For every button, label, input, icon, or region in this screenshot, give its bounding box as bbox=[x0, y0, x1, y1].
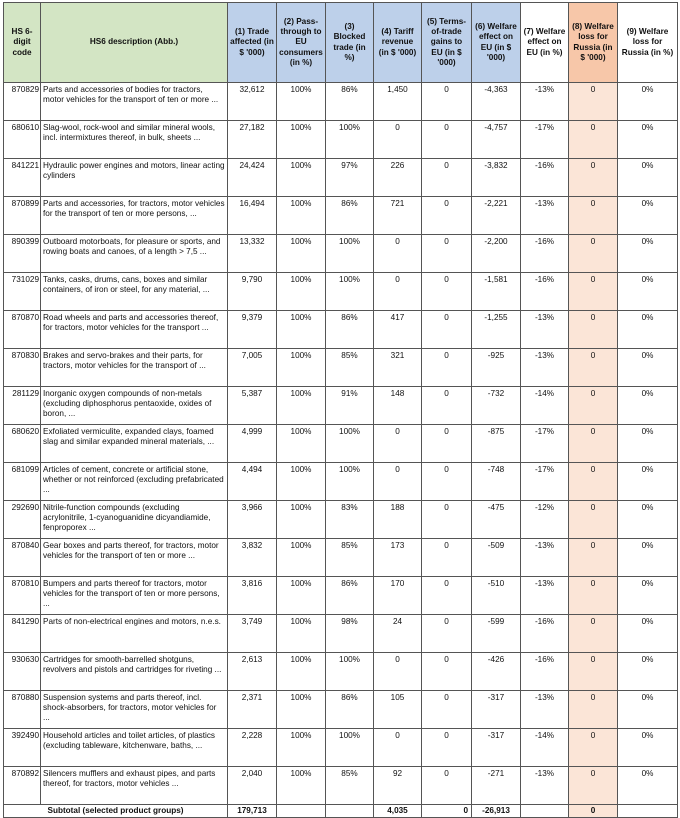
subtotal-label: Subtotal (selected product groups) bbox=[4, 805, 228, 818]
cell-hs-code: 731029 bbox=[4, 273, 41, 311]
table-row bbox=[4, 273, 678, 311]
cell-welfare-russia-usd: 0 bbox=[569, 159, 618, 197]
cell-welfare-eu-pct: -12% bbox=[521, 501, 569, 539]
cell-terms-of-trade: 0 bbox=[422, 539, 472, 577]
table-row bbox=[4, 121, 678, 159]
cell-terms-of-trade: 0 bbox=[422, 387, 472, 425]
header-blocked-trade: (3) Blocked trade (in %) bbox=[326, 3, 374, 83]
cell-welfare-russia-pct: 0% bbox=[618, 121, 678, 159]
cell-hs-code: 680610 bbox=[4, 121, 41, 159]
table-row bbox=[4, 729, 678, 767]
cell-pass-through: 100% bbox=[277, 273, 326, 311]
header-pass-through: (2) Pass-through to EU consumers (in %) bbox=[277, 3, 326, 83]
cell-blocked-trade: 86% bbox=[326, 197, 374, 235]
subtotal-trade: 179,713 bbox=[228, 805, 277, 818]
cell-welfare-eu-pct: -16% bbox=[521, 273, 569, 311]
cell-welfare-russia-usd: 0 bbox=[569, 425, 618, 463]
cell-welfare-eu-usd: -2,200 bbox=[472, 235, 521, 273]
cell-welfare-russia-pct: 0% bbox=[618, 273, 678, 311]
table-row bbox=[4, 615, 678, 653]
header-tariff-revenue: (4) Tariff revenue (in $ '000) bbox=[374, 3, 422, 83]
cell-welfare-eu-pct: -16% bbox=[521, 615, 569, 653]
cell-welfare-eu-usd: -271 bbox=[472, 767, 521, 805]
cell-blocked-trade: 100% bbox=[326, 463, 374, 501]
cell-terms-of-trade: 0 bbox=[422, 83, 472, 121]
cell-welfare-russia-pct: 0% bbox=[618, 577, 678, 615]
cell-welfare-russia-usd: 0 bbox=[569, 729, 618, 767]
cell-welfare-russia-pct: 0% bbox=[618, 349, 678, 387]
cell-pass-through: 100% bbox=[277, 197, 326, 235]
cell-tariff-revenue: 173 bbox=[374, 539, 422, 577]
cell-tariff-revenue: 0 bbox=[374, 235, 422, 273]
cell-tariff-revenue: 24 bbox=[374, 615, 422, 653]
table-row bbox=[4, 691, 678, 729]
table-row bbox=[4, 653, 678, 691]
cell-hs-code: 870880 bbox=[4, 691, 41, 729]
cell-description: Parts and accessories, for tractors, motor vehicles for the transport of ten or more persons, ... bbox=[41, 197, 228, 235]
header-terms-of-trade: (5) Terms-of-trade gains to EU (in $ '000) bbox=[422, 3, 472, 83]
cell-trade-affected: 7,005 bbox=[228, 349, 277, 387]
table-body bbox=[4, 83, 678, 805]
cell-description: Nitrile-function compounds (excluding acrylonitrile, 1-cyanoguanidine dicyandiamide, fenproporex ... bbox=[41, 501, 228, 539]
header-welfare-russia-pct: (9) Welfare loss for Russia (in %) bbox=[618, 3, 678, 83]
cell-welfare-eu-usd: -4,757 bbox=[472, 121, 521, 159]
cell-welfare-russia-pct: 0% bbox=[618, 463, 678, 501]
cell-hs-code: 870892 bbox=[4, 767, 41, 805]
cell-welfare-eu-usd: -4,363 bbox=[472, 83, 521, 121]
cell-pass-through: 100% bbox=[277, 691, 326, 729]
cell-hs-code: 870829 bbox=[4, 83, 41, 121]
cell-welfare-russia-pct: 0% bbox=[618, 767, 678, 805]
cell-terms-of-trade: 0 bbox=[422, 349, 472, 387]
cell-welfare-eu-pct: -13% bbox=[521, 311, 569, 349]
cell-welfare-eu-usd: -925 bbox=[472, 349, 521, 387]
cell-trade-affected: 3,966 bbox=[228, 501, 277, 539]
cell-welfare-eu-usd: -426 bbox=[472, 653, 521, 691]
cell-tariff-revenue: 321 bbox=[374, 349, 422, 387]
cell-description: Bumpers and parts thereof for tractors, motor vehicles for the transport of ten or more persons, ... bbox=[41, 577, 228, 615]
cell-trade-affected: 2,228 bbox=[228, 729, 277, 767]
cell-blocked-trade: 86% bbox=[326, 691, 374, 729]
cell-trade-affected: 24,424 bbox=[228, 159, 277, 197]
cell-trade-affected: 2,371 bbox=[228, 691, 277, 729]
cell-terms-of-trade: 0 bbox=[422, 463, 472, 501]
cell-hs-code: 680620 bbox=[4, 425, 41, 463]
cell-welfare-russia-pct: 0% bbox=[618, 615, 678, 653]
table-row bbox=[4, 387, 678, 425]
cell-description: Household articles and toilet articles, of plastics (excluding tableware, kitchenware, baths, ... bbox=[41, 729, 228, 767]
cell-hs-code: 281129 bbox=[4, 387, 41, 425]
cell-blocked-trade: 91% bbox=[326, 387, 374, 425]
cell-pass-through: 100% bbox=[277, 349, 326, 387]
cell-description: Parts of non-electrical engines and motors, n.e.s. bbox=[41, 615, 228, 653]
cell-welfare-russia-usd: 0 bbox=[569, 501, 618, 539]
cell-welfare-russia-usd: 0 bbox=[569, 615, 618, 653]
table-row bbox=[4, 501, 678, 539]
cell-tariff-revenue: 188 bbox=[374, 501, 422, 539]
cell-pass-through: 100% bbox=[277, 425, 326, 463]
cell-hs-code: 870830 bbox=[4, 349, 41, 387]
cell-hs-code: 392490 bbox=[4, 729, 41, 767]
cell-welfare-russia-pct: 0% bbox=[618, 729, 678, 767]
cell-trade-affected: 4,999 bbox=[228, 425, 277, 463]
cell-tariff-revenue: 417 bbox=[374, 311, 422, 349]
cell-welfare-eu-pct: -13% bbox=[521, 83, 569, 121]
cell-trade-affected: 3,749 bbox=[228, 615, 277, 653]
cell-welfare-eu-usd: -2,221 bbox=[472, 197, 521, 235]
cell-welfare-russia-usd: 0 bbox=[569, 463, 618, 501]
cell-trade-affected: 32,612 bbox=[228, 83, 277, 121]
cell-trade-affected: 5,387 bbox=[228, 387, 277, 425]
cell-tariff-revenue: 170 bbox=[374, 577, 422, 615]
cell-welfare-russia-usd: 0 bbox=[569, 273, 618, 311]
cell-trade-affected: 4,494 bbox=[228, 463, 277, 501]
cell-blocked-trade: 100% bbox=[326, 653, 374, 691]
cell-trade-affected: 3,832 bbox=[228, 539, 277, 577]
cell-welfare-eu-pct: -16% bbox=[521, 159, 569, 197]
cell-welfare-eu-pct: -13% bbox=[521, 577, 569, 615]
cell-welfare-eu-pct: -14% bbox=[521, 387, 569, 425]
cell-pass-through: 100% bbox=[277, 311, 326, 349]
cell-welfare-eu-usd: -732 bbox=[472, 387, 521, 425]
cell-blocked-trade: 85% bbox=[326, 767, 374, 805]
table-container bbox=[3, 2, 678, 818]
cell-terms-of-trade: 0 bbox=[422, 121, 472, 159]
cell-hs-code: 930630 bbox=[4, 653, 41, 691]
cell-welfare-russia-usd: 0 bbox=[569, 235, 618, 273]
cell-pass-through: 100% bbox=[277, 615, 326, 653]
cell-description: Road wheels and parts and accessories thereof, for tractors, motor vehicles for the transport ... bbox=[41, 311, 228, 349]
subtotal-tot: 0 bbox=[422, 805, 472, 818]
cell-terms-of-trade: 0 bbox=[422, 159, 472, 197]
cell-welfare-russia-usd: 0 bbox=[569, 539, 618, 577]
cell-welfare-eu-pct: -13% bbox=[521, 539, 569, 577]
cell-welfare-russia-usd: 0 bbox=[569, 121, 618, 159]
cell-welfare-eu-pct: -13% bbox=[521, 691, 569, 729]
cell-tariff-revenue: 226 bbox=[374, 159, 422, 197]
cell-hs-code: 841290 bbox=[4, 615, 41, 653]
cell-welfare-eu-pct: -13% bbox=[521, 349, 569, 387]
cell-blocked-trade: 100% bbox=[326, 121, 374, 159]
cell-description: Exfoliated vermiculite, expanded clays, foamed slag and similar expanded mineral materials, ... bbox=[41, 425, 228, 463]
cell-blocked-trade: 86% bbox=[326, 577, 374, 615]
cell-tariff-revenue: 1,450 bbox=[374, 83, 422, 121]
cell-welfare-eu-pct: -14% bbox=[521, 729, 569, 767]
cell-tariff-revenue: 0 bbox=[374, 729, 422, 767]
cell-description: Suspension systems and parts thereof, incl. shock-absorbers, for tractors, motor vehicles for ... bbox=[41, 691, 228, 729]
cell-blocked-trade: 100% bbox=[326, 729, 374, 767]
cell-welfare-eu-usd: -1,255 bbox=[472, 311, 521, 349]
cell-welfare-russia-pct: 0% bbox=[618, 387, 678, 425]
cell-terms-of-trade: 0 bbox=[422, 691, 472, 729]
cell-hs-code: 870840 bbox=[4, 539, 41, 577]
subtotal-welfare-russia: 0 bbox=[569, 805, 618, 818]
cell-welfare-russia-pct: 0% bbox=[618, 501, 678, 539]
table-row bbox=[4, 349, 678, 387]
cell-welfare-eu-usd: -748 bbox=[472, 463, 521, 501]
cell-welfare-eu-usd: -599 bbox=[472, 615, 521, 653]
cell-description: Inorganic oxygen compounds of non-metals (excluding diphosphorus pentaoxide, oxides of boron, ... bbox=[41, 387, 228, 425]
table-row bbox=[4, 767, 678, 805]
cell-terms-of-trade: 0 bbox=[422, 501, 472, 539]
cell-terms-of-trade: 0 bbox=[422, 615, 472, 653]
cell-welfare-eu-pct: -16% bbox=[521, 653, 569, 691]
cell-tariff-revenue: 0 bbox=[374, 653, 422, 691]
cell-terms-of-trade: 0 bbox=[422, 197, 472, 235]
cell-blocked-trade: 86% bbox=[326, 83, 374, 121]
cell-pass-through: 100% bbox=[277, 159, 326, 197]
cell-welfare-eu-pct: -17% bbox=[521, 121, 569, 159]
cell-pass-through: 100% bbox=[277, 539, 326, 577]
cell-blocked-trade: 100% bbox=[326, 425, 374, 463]
header-welfare-eu-pct: (7) Welfare effect on EU (in %) bbox=[521, 3, 569, 83]
cell-description: Gear boxes and parts thereof, for tractors, motor vehicles for the transport of ten or more ... bbox=[41, 539, 228, 577]
cell-pass-through: 100% bbox=[277, 653, 326, 691]
cell-pass-through: 100% bbox=[277, 121, 326, 159]
cell-description: Parts and accessories of bodies for tractors, motor vehicles for the transport of ten or more ... bbox=[41, 83, 228, 121]
welfare-effects-table bbox=[3, 2, 678, 818]
cell-blocked-trade: 97% bbox=[326, 159, 374, 197]
cell-hs-code: 292690 bbox=[4, 501, 41, 539]
cell-trade-affected: 3,816 bbox=[228, 577, 277, 615]
cell-hs-code: 681099 bbox=[4, 463, 41, 501]
cell-blocked-trade: 83% bbox=[326, 501, 374, 539]
cell-hs-code: 870810 bbox=[4, 577, 41, 615]
header-row bbox=[4, 3, 678, 83]
cell-blocked-trade: 98% bbox=[326, 615, 374, 653]
cell-welfare-eu-usd: -1,581 bbox=[472, 273, 521, 311]
cell-terms-of-trade: 0 bbox=[422, 425, 472, 463]
cell-terms-of-trade: 0 bbox=[422, 577, 472, 615]
header-description: HS6 description (Abb.) bbox=[41, 3, 228, 83]
table-row bbox=[4, 311, 678, 349]
header-hs-code: HS 6-digit code bbox=[4, 3, 41, 83]
cell-description: Articles of cement, concrete or artificial stone, whether or not reinforced (excluding prefabricated ... bbox=[41, 463, 228, 501]
cell-terms-of-trade: 0 bbox=[422, 767, 472, 805]
cell-terms-of-trade: 0 bbox=[422, 311, 472, 349]
cell-welfare-russia-usd: 0 bbox=[569, 387, 618, 425]
cell-trade-affected: 13,332 bbox=[228, 235, 277, 273]
table-row bbox=[4, 197, 678, 235]
cell-welfare-eu-pct: -17% bbox=[521, 425, 569, 463]
subtotal-tariff: 4,035 bbox=[374, 805, 422, 818]
cell-welfare-eu-usd: -317 bbox=[472, 691, 521, 729]
cell-welfare-russia-pct: 0% bbox=[618, 197, 678, 235]
cell-welfare-eu-usd: -317 bbox=[472, 729, 521, 767]
cell-welfare-russia-pct: 0% bbox=[618, 311, 678, 349]
cell-pass-through: 100% bbox=[277, 463, 326, 501]
header-welfare-eu-usd: (6) Welfare effect on EU (in $ '000) bbox=[472, 3, 521, 83]
cell-hs-code: 870870 bbox=[4, 311, 41, 349]
table-row bbox=[4, 159, 678, 197]
cell-welfare-russia-pct: 0% bbox=[618, 691, 678, 729]
cell-trade-affected: 2,613 bbox=[228, 653, 277, 691]
cell-tariff-revenue: 105 bbox=[374, 691, 422, 729]
cell-terms-of-trade: 0 bbox=[422, 273, 472, 311]
cell-tariff-revenue: 92 bbox=[374, 767, 422, 805]
cell-welfare-eu-pct: -16% bbox=[521, 235, 569, 273]
cell-tariff-revenue: 0 bbox=[374, 425, 422, 463]
cell-tariff-revenue: 0 bbox=[374, 463, 422, 501]
table-row bbox=[4, 463, 678, 501]
cell-hs-code: 890399 bbox=[4, 235, 41, 273]
cell-welfare-russia-usd: 0 bbox=[569, 349, 618, 387]
cell-hs-code: 870899 bbox=[4, 197, 41, 235]
cell-terms-of-trade: 0 bbox=[422, 235, 472, 273]
cell-welfare-eu-pct: -17% bbox=[521, 463, 569, 501]
cell-welfare-russia-usd: 0 bbox=[569, 653, 618, 691]
cell-welfare-eu-usd: -475 bbox=[472, 501, 521, 539]
cell-welfare-russia-pct: 0% bbox=[618, 425, 678, 463]
cell-description: Cartridges for smooth-barrelled shotguns, revolvers and pistols and cartridges for riveting ... bbox=[41, 653, 228, 691]
cell-trade-affected: 2,040 bbox=[228, 767, 277, 805]
cell-pass-through: 100% bbox=[277, 577, 326, 615]
cell-blocked-trade: 85% bbox=[326, 539, 374, 577]
cell-welfare-eu-pct: -13% bbox=[521, 767, 569, 805]
cell-tariff-revenue: 721 bbox=[374, 197, 422, 235]
cell-pass-through: 100% bbox=[277, 387, 326, 425]
cell-description: Silencers mufflers and exhaust pipes, and parts thereof, for tractors, motor vehicles ... bbox=[41, 767, 228, 805]
cell-trade-affected: 9,790 bbox=[228, 273, 277, 311]
cell-hs-code: 841221 bbox=[4, 159, 41, 197]
cell-welfare-eu-usd: -510 bbox=[472, 577, 521, 615]
table-row bbox=[4, 539, 678, 577]
cell-welfare-russia-usd: 0 bbox=[569, 311, 618, 349]
header-trade-affected: (1) Trade affected (in $ '000) bbox=[228, 3, 277, 83]
cell-welfare-russia-usd: 0 bbox=[569, 83, 618, 121]
cell-welfare-eu-pct: -13% bbox=[521, 197, 569, 235]
cell-trade-affected: 27,182 bbox=[228, 121, 277, 159]
cell-description: Hydraulic power engines and motors, linear acting cylinders bbox=[41, 159, 228, 197]
cell-description: Slag-wool, rock-wool and similar mineral wools, incl. intermixtures thereof, in bulk, sheets ... bbox=[41, 121, 228, 159]
cell-tariff-revenue: 148 bbox=[374, 387, 422, 425]
cell-welfare-russia-pct: 0% bbox=[618, 539, 678, 577]
table-row bbox=[4, 425, 678, 463]
header-welfare-russia-usd: (8) Welfare loss for Russia (in $ '000) bbox=[569, 3, 618, 83]
table-row bbox=[4, 83, 678, 121]
cell-tariff-revenue: 0 bbox=[374, 121, 422, 159]
table-row bbox=[4, 235, 678, 273]
cell-welfare-russia-usd: 0 bbox=[569, 197, 618, 235]
cell-welfare-eu-usd: -509 bbox=[472, 539, 521, 577]
cell-welfare-eu-usd: -875 bbox=[472, 425, 521, 463]
cell-blocked-trade: 85% bbox=[326, 349, 374, 387]
cell-description: Outboard motorboats, for pleasure or sports, and rowing boats and canoes, of a length > 7,5 ... bbox=[41, 235, 228, 273]
subtotal-welfare-eu: -26,913 bbox=[472, 805, 521, 818]
cell-welfare-russia-usd: 0 bbox=[569, 577, 618, 615]
table-row bbox=[4, 577, 678, 615]
cell-pass-through: 100% bbox=[277, 501, 326, 539]
cell-welfare-russia-pct: 0% bbox=[618, 159, 678, 197]
cell-trade-affected: 9,379 bbox=[228, 311, 277, 349]
cell-terms-of-trade: 0 bbox=[422, 653, 472, 691]
cell-blocked-trade: 86% bbox=[326, 311, 374, 349]
cell-blocked-trade: 100% bbox=[326, 235, 374, 273]
cell-description: Brakes and servo-brakes and their parts, for tractors, motor vehicles for the transport of ... bbox=[41, 349, 228, 387]
cell-pass-through: 100% bbox=[277, 235, 326, 273]
cell-welfare-russia-usd: 0 bbox=[569, 767, 618, 805]
cell-welfare-russia-usd: 0 bbox=[569, 691, 618, 729]
cell-welfare-russia-pct: 0% bbox=[618, 235, 678, 273]
cell-welfare-eu-usd: -3,832 bbox=[472, 159, 521, 197]
cell-tariff-revenue: 0 bbox=[374, 273, 422, 311]
cell-welfare-russia-pct: 0% bbox=[618, 83, 678, 121]
cell-terms-of-trade: 0 bbox=[422, 729, 472, 767]
cell-pass-through: 100% bbox=[277, 83, 326, 121]
cell-pass-through: 100% bbox=[277, 767, 326, 805]
cell-welfare-russia-pct: 0% bbox=[618, 653, 678, 691]
cell-blocked-trade: 100% bbox=[326, 273, 374, 311]
cell-description: Tanks, casks, drums, cans, boxes and similar containers, of iron or steel, for any material, ... bbox=[41, 273, 228, 311]
cell-trade-affected: 16,494 bbox=[228, 197, 277, 235]
cell-pass-through: 100% bbox=[277, 729, 326, 767]
